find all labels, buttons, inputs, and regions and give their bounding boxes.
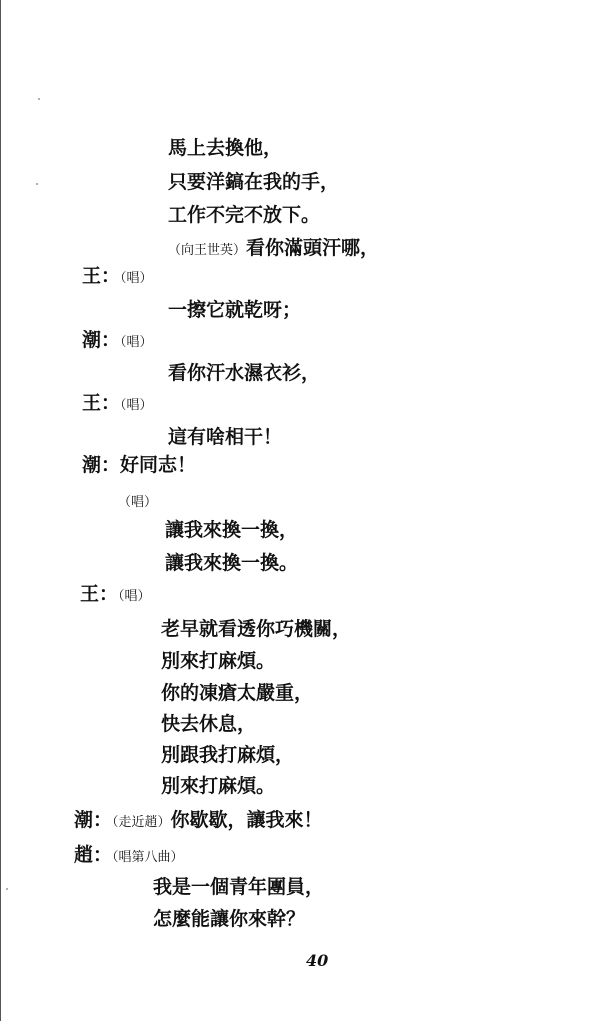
speaker-line — [82, 391, 153, 418]
speaker-line — [82, 328, 153, 355]
lyric-line: 別來打麻煩。 — [161, 650, 276, 672]
stage-direction: （唱） — [120, 398, 153, 413]
stage-direction: （唱第八曲） — [112, 850, 184, 865]
speaker-label: 潮： — [82, 454, 121, 476]
speaker-label: 王： — [82, 265, 121, 287]
lyric-line: 老早就看透你巧機關， — [161, 618, 352, 640]
stage-direction: （唱） — [118, 495, 158, 510]
stage-direction-line — [118, 488, 157, 515]
stage-direction: （唱） — [120, 335, 153, 350]
lyric-line: 這有啥相干！ — [168, 426, 283, 448]
page-edge — [0, 0, 1, 1021]
speaker-label: 王： — [80, 583, 119, 605]
speaker-label: 潮： — [74, 809, 113, 831]
stage-direction: （向王世英） — [168, 243, 247, 258]
speaker-label: 王： — [82, 392, 121, 414]
lyric-line: 馬上去換他， — [168, 137, 283, 159]
stage-direction: （走近趙） — [112, 815, 171, 830]
speaker-label: 潮： — [82, 329, 121, 351]
page-number: 40 — [306, 951, 329, 970]
stage-direction: （唱） — [118, 589, 151, 604]
speaker-label: 趙： — [74, 844, 113, 866]
lyric-line: 你的凍瘡太嚴重， — [161, 682, 314, 704]
lyric-line: （向王世英）看你滿頭汗哪， — [168, 237, 380, 259]
speaker-line — [74, 843, 184, 870]
lyric-line: 別來打麻煩。 — [161, 775, 276, 797]
lyric-line: 只要洋鎬在我的手， — [168, 171, 340, 193]
lyric-line: 我是一個青年團員， — [153, 876, 325, 898]
lyric-line: 讓我來換一換。 — [165, 552, 299, 574]
speaker-line: 潮：好同志！ — [82, 454, 197, 476]
lyric-line: 讓我來換一換， — [165, 519, 299, 541]
speaker-line — [82, 264, 153, 291]
lyric-line: 一擦它就乾呀； — [168, 299, 302, 321]
lyric-line: 怎麼能讓你來幹？ — [153, 908, 306, 930]
speaker-line: 潮：（走近趙）你歇歇，讓我來！ — [74, 809, 323, 831]
lyric-line: 快去休息， — [161, 713, 257, 735]
speaker-line — [80, 582, 151, 609]
lyric-line: 看你汗水濕衣衫， — [168, 362, 321, 384]
lyric-line: 別跟我打麻煩， — [161, 744, 295, 766]
lyric-line: 工作不完不放下。 — [168, 204, 321, 226]
stage-direction: （唱） — [120, 271, 153, 286]
